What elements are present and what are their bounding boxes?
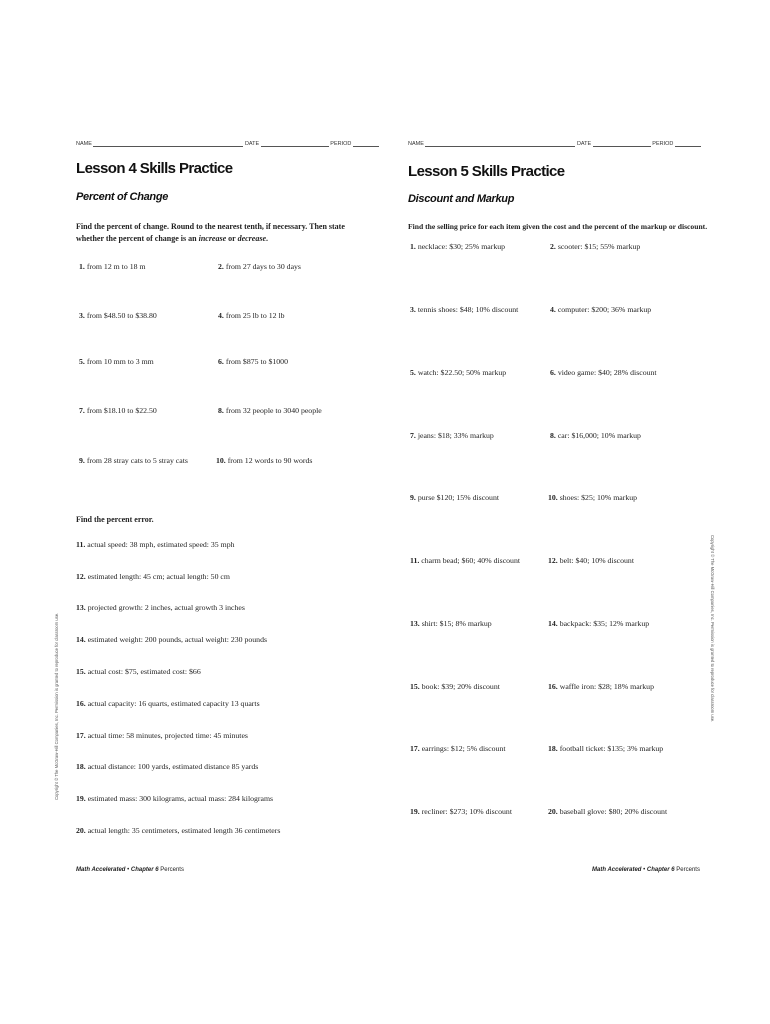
footer-bullet: • [127, 867, 130, 873]
right-item [410, 619, 492, 628]
item-text: estimated length: 45 cm; actual length: 50 cm [87, 572, 230, 581]
period-label: PERIOD [652, 141, 674, 147]
left-lesson-subtitle: Percent of Change [76, 191, 169, 203]
left-error-item [76, 572, 230, 581]
item-text: recliner: $273; 10% discount [421, 807, 512, 816]
item-number: 8. [550, 431, 556, 440]
item-number: 2. [550, 242, 556, 251]
period-blank[interactable] [675, 140, 701, 147]
left-error-item [76, 794, 273, 803]
right-footer [592, 867, 700, 873]
item-number: 20. [76, 826, 86, 835]
item-number: 2. [218, 262, 224, 271]
left-error-item [76, 762, 258, 771]
item-text: from $48.50 to $38.80 [86, 311, 157, 320]
left-item [218, 406, 322, 415]
period-label: PERIOD [330, 141, 352, 147]
right-item [548, 556, 634, 565]
item-number: 17. [76, 731, 86, 740]
right-item [410, 493, 499, 502]
right-item [548, 682, 654, 691]
item-number: 13. [410, 619, 420, 628]
left-error-item [76, 540, 235, 549]
item-text: from 12 m to 18 m [86, 262, 146, 271]
item-text: actual cost: $75, estimated cost: $66 [87, 667, 201, 676]
item-number: 1. [79, 262, 85, 271]
item-text: from $875 to $1000 [225, 357, 288, 366]
instruction-period: . [266, 234, 268, 243]
item-text: jeans: $18; 33% markup [417, 431, 494, 440]
left-error-item [76, 826, 280, 835]
instruction-decrease: decrease [237, 234, 266, 243]
item-number: 10. [216, 456, 226, 465]
date-label: DATE [576, 141, 592, 147]
item-text: watch: $22.50; 50% markup [417, 368, 507, 377]
left-error-item [76, 731, 248, 740]
footer-bullet: • [643, 867, 646, 873]
right-item [548, 493, 637, 502]
date-blank[interactable] [261, 140, 329, 147]
instruction-or: or [228, 234, 236, 243]
footer-topic: Percents [676, 867, 700, 873]
item-text: shirt: $15; 8% markup [421, 619, 492, 628]
date-label: DATE [244, 141, 260, 147]
item-text: video game: $40; 28% discount [557, 368, 657, 377]
item-text: from 12 words to 90 words [227, 456, 313, 465]
name-blank[interactable] [93, 140, 243, 147]
instruction-text: Find the percent of change. Round to the nearest tenth, if necessary. Then state whether the percent of change is an [76, 222, 345, 243]
right-item [410, 807, 512, 816]
item-number: 3. [79, 311, 85, 320]
footer-chapter: Chapter 6 [646, 867, 675, 873]
item-text: actual capacity: 16 quarts, estimated capacity 13 quarts [87, 699, 260, 708]
item-text: baseball glove: $80; 20% discount [559, 807, 668, 816]
item-number: 18. [76, 762, 86, 771]
right-item [548, 807, 667, 816]
left-error-item [76, 667, 201, 676]
left-name-date-period-header [76, 140, 379, 147]
footer-topic: Percents [160, 867, 184, 873]
percent-error-heading: Find the percent error. [76, 515, 154, 524]
left-copyright: Copyright © The McGraw-Hill Companies, Inc. Permission is granted to reproduce for classroom use. [54, 612, 59, 800]
item-text: from 10 mm to 3 mm [86, 357, 154, 366]
left-lesson-title: Lesson 4 Skills Practice [76, 160, 233, 177]
item-text: from 27 days to 30 days [225, 262, 301, 271]
item-number: 14. [76, 635, 86, 644]
right-item [548, 619, 649, 628]
left-error-item [76, 635, 267, 644]
item-number: 9. [410, 493, 416, 502]
right-item [410, 682, 500, 691]
item-text: backpack: $35; 12% markup [559, 619, 650, 628]
item-number: 20. [548, 807, 558, 816]
item-text: purse $120; 15% discount [417, 493, 500, 502]
right-item [548, 744, 663, 753]
item-number: 11. [410, 556, 420, 565]
item-number: 7. [410, 431, 416, 440]
left-item [218, 357, 288, 366]
period-blank[interactable] [353, 140, 379, 147]
item-number: 11. [76, 540, 86, 549]
left-item [79, 406, 157, 415]
name-label: NAME [408, 141, 424, 147]
item-text: actual distance: 100 yards, estimated distance 85 yards [87, 762, 259, 771]
item-number: 17. [410, 744, 420, 753]
footer-chapter: Chapter 6 [130, 867, 159, 873]
item-text: estimated mass: 300 kilograms, actual mass: 284 kilograms [87, 794, 274, 803]
left-instructions [76, 221, 366, 245]
item-number: 6. [550, 368, 556, 377]
item-number: 10. [548, 493, 558, 502]
item-number: 13. [76, 603, 86, 612]
item-text: from 28 stray cats to 5 stray cats [86, 456, 188, 465]
name-label: NAME [76, 141, 92, 147]
item-number: 15. [410, 682, 420, 691]
right-lesson-title: Lesson 5 Skills Practice [408, 163, 565, 180]
left-error-item [76, 699, 260, 708]
item-text: belt: $40; 10% discount [559, 556, 634, 565]
item-number: 4. [218, 311, 224, 320]
item-text: actual time: 58 minutes, projected time: 45 minutes [87, 731, 248, 740]
item-number: 5. [410, 368, 416, 377]
right-item [410, 242, 505, 251]
item-number: 12. [76, 572, 86, 581]
item-text: actual length: 35 centimeters, estimated length 36 centimeters [87, 826, 281, 835]
left-item [218, 262, 301, 271]
item-text: book: $39; 20% discount [421, 682, 500, 691]
item-text: tennis shoes: $48; 10% discount [417, 305, 519, 314]
left-footer [76, 867, 184, 873]
item-number: 8. [218, 406, 224, 415]
left-item [79, 262, 146, 271]
item-text: projected growth: 2 inches, actual growth 3 inches [87, 603, 245, 612]
item-text: from $18.10 to $22.50 [86, 406, 157, 415]
item-text: car: $16,000; 10% markup [557, 431, 641, 440]
item-text: from 32 people to 3040 people [225, 406, 322, 415]
name-blank[interactable] [425, 140, 575, 147]
right-item [410, 431, 494, 440]
left-item [218, 311, 285, 320]
left-item [216, 456, 312, 465]
item-number: 15. [76, 667, 86, 676]
right-item [410, 305, 518, 314]
item-text: necklace: $30; 25% markup [417, 242, 506, 251]
right-name-date-period-header [408, 140, 701, 147]
right-item [410, 368, 506, 377]
item-text: actual speed: 38 mph, estimated speed: 35 mph [87, 540, 235, 549]
date-blank[interactable] [593, 140, 651, 147]
right-item [550, 431, 641, 440]
item-number: 14. [548, 619, 558, 628]
item-text: from 25 lb to 12 lb [225, 311, 285, 320]
item-number: 16. [548, 682, 558, 691]
right-item [550, 368, 657, 377]
right-item [550, 305, 651, 314]
item-number: 6. [218, 357, 224, 366]
item-text: scooter: $15; 55% markup [557, 242, 641, 251]
footer-book: Math Accelerated [76, 867, 126, 873]
item-number: 9. [79, 456, 85, 465]
right-item [550, 242, 640, 251]
instruction-increase: increase [198, 234, 227, 243]
right-copyright: Copyright © The McGraw-Hill Companies, Inc. Permission is granted to reproduce for classroom use. [710, 535, 715, 723]
item-text: computer: $200; 36% markup [557, 305, 652, 314]
item-text: shoes: $25; 10% markup [559, 493, 638, 502]
item-text: charm bead; $60; 40% discount [421, 556, 521, 565]
left-item [79, 357, 154, 366]
item-number: 3. [410, 305, 416, 314]
item-text: earrings: $12; 5% discount [421, 744, 506, 753]
item-number: 18. [548, 744, 558, 753]
item-text: football ticket: $135; 3% markup [559, 744, 664, 753]
item-text: estimated weight: 200 pounds, actual weight: 230 pounds [87, 635, 268, 644]
right-item [410, 744, 506, 753]
item-number: 7. [79, 406, 85, 415]
right-instructions: Find the selling price for each item given the cost and the percent of the markup or discount. [408, 222, 708, 231]
item-text: waffle iron: $28; 18% markup [559, 682, 654, 691]
right-lesson-subtitle: Discount and Markup [408, 193, 515, 205]
item-number: 4. [550, 305, 556, 314]
item-number: 19. [76, 794, 86, 803]
footer-book: Math Accelerated [592, 867, 642, 873]
item-number: 12. [548, 556, 558, 565]
item-number: 19. [410, 807, 420, 816]
item-number: 1. [410, 242, 416, 251]
left-item [79, 311, 157, 320]
right-item [410, 556, 520, 565]
left-item [79, 456, 188, 465]
item-number: 16. [76, 699, 86, 708]
item-number: 5. [79, 357, 85, 366]
left-error-item [76, 603, 245, 612]
